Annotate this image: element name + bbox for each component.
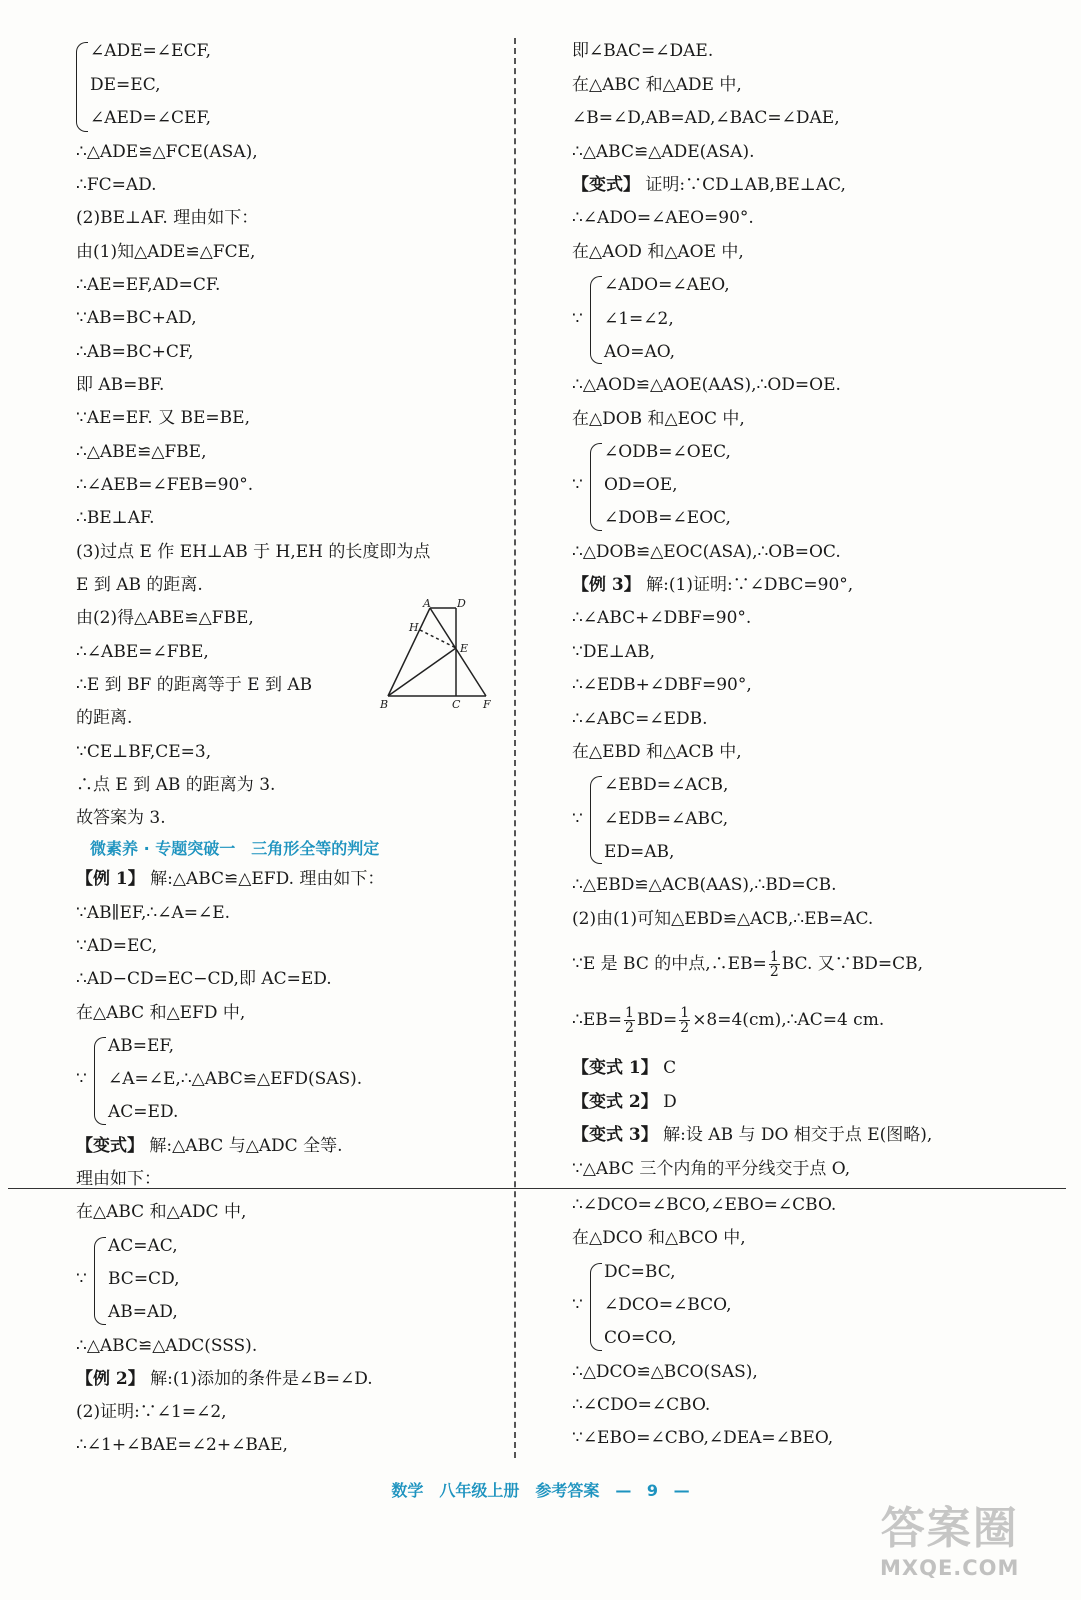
- watermark-logo: [880, 1492, 1019, 1580]
- variant-label: 【变式 2】: [572, 1092, 658, 1112]
- watermark-text: 答案圈: [880, 1503, 1019, 1554]
- text-line: ∠AED=∠CEF,: [90, 108, 212, 128]
- line-text: BD=: [636, 1010, 678, 1030]
- text-line: ∴FC=AD.: [76, 175, 157, 195]
- text-line: 由(2)得△ABE≌△FBE,: [76, 608, 254, 628]
- text-line: CO=CO,: [604, 1328, 677, 1348]
- fraction-denominator: 2: [624, 1020, 634, 1036]
- text-line: [572, 948, 923, 980]
- system-brace: [94, 1237, 106, 1325]
- text-line: ∴点 E 到 AB 的距离为 3.: [76, 775, 276, 795]
- text-line: 在△ABC 和△ADE 中,: [572, 75, 742, 95]
- system-brace: [94, 1037, 106, 1125]
- figure-label: E: [460, 642, 469, 655]
- fraction-one-half: [769, 950, 780, 979]
- text-line: [76, 1368, 373, 1390]
- text-line: ∵AD=EC,: [76, 936, 158, 956]
- example-label: 【例 2】: [76, 1369, 145, 1389]
- figure-label: D: [457, 598, 466, 610]
- text-line: ∠B=∠D,AB=AD,∠BAC=∠DAE,: [572, 108, 840, 128]
- variant-label: 【变式】: [76, 1136, 144, 1156]
- text-line: BC=CD,: [108, 1269, 180, 1289]
- text-line: ∴∠ABE=∠FBE,: [76, 642, 209, 662]
- system-brace: [590, 776, 602, 864]
- system-brace: [590, 1263, 602, 1351]
- text-line: ∴△EBD≌△ACB(AAS),∴BD=CB.: [572, 875, 837, 895]
- system-brace: [590, 443, 602, 531]
- variant-label: 【变式 1】: [572, 1058, 658, 1078]
- line-text: 解:设 AB 与 DO 相交于点 E(图略),: [663, 1125, 933, 1145]
- because-symbol: ∵: [572, 309, 583, 329]
- text-line: ∴△ABC≌△ADE(ASA).: [572, 142, 755, 162]
- text-line: ∠DCO=∠BCO,: [604, 1295, 732, 1315]
- variant-label: 【变式 3】: [572, 1125, 658, 1145]
- fraction-one-half: [679, 1006, 690, 1035]
- text-line: E 到 AB 的距离.: [76, 575, 203, 595]
- text-line: ∵AB∥EF,∴∠A=∠E.: [76, 903, 231, 923]
- text-line: 在△DOB 和△EOC 中,: [572, 409, 745, 429]
- figure-label: A: [423, 598, 431, 610]
- text-line: ∵CE⊥BF,CE=3,: [76, 742, 212, 762]
- line-text: ∴EB=: [572, 1010, 622, 1030]
- line-text: 解:(1)证明:∵∠DBC=90°,: [646, 575, 854, 595]
- because-symbol: ∵: [76, 1269, 87, 1289]
- text-line: ∴E 到 BF 的距离等于 E 到 AB: [76, 675, 313, 695]
- text-line: ∵AE=EF. 又 BE=BE,: [76, 408, 250, 428]
- text-line: ∠EBD=∠ACB,: [604, 775, 729, 795]
- line-text: ×8=4(cm),∴AC=4 cm.: [692, 1010, 885, 1030]
- page-fold-line: [8, 1188, 1066, 1189]
- text-line: ∵AB=BC+AD,: [76, 308, 197, 328]
- system-brace: [76, 42, 88, 132]
- text-line: ∴AD−CD=EC−CD,即 AC=ED.: [76, 969, 332, 989]
- text-line: DC=BC,: [604, 1262, 676, 1282]
- text-line: ∴∠EDB+∠DBF=90°,: [572, 675, 752, 695]
- fraction-numerator: 1: [769, 949, 779, 965]
- text-line: ∴∠ABC+∠DBF=90°.: [572, 608, 752, 628]
- line-text: 解:(1)添加的条件是∠B=∠D.: [150, 1369, 373, 1389]
- text-line: 在△ABC 和△EFD 中,: [76, 1003, 246, 1023]
- text-line: 理由如下：: [76, 1169, 161, 1189]
- text-line: (3)过点 E 作 EH⊥AB 于 H,EH 的长度即为点: [76, 542, 431, 562]
- text-line: ∴∠1+∠BAE=∠2+∠BAE,: [76, 1435, 288, 1455]
- text-line: AO=AO,: [604, 342, 676, 362]
- text-line: AB=EF,: [108, 1036, 174, 1056]
- triangle-figure: [376, 598, 496, 710]
- text-line: ∵△ABC 三个内角的平分线交于点 O,: [572, 1159, 851, 1179]
- answer-text: C: [663, 1058, 677, 1078]
- text-line: [572, 1057, 676, 1079]
- because-symbol: ∵: [572, 1295, 583, 1315]
- figure-edge-af: [430, 608, 486, 696]
- text-line: ∴△ABE≌△FBE,: [76, 442, 207, 462]
- text-line: ∠A=∠E,∴△ABC≌△EFD(SAS).: [108, 1069, 363, 1089]
- text-line: [572, 1124, 932, 1146]
- text-line: ∴△DOB≌△EOC(ASA),∴OB=OC.: [572, 542, 841, 562]
- figure-label: F: [483, 698, 491, 710]
- text-line: 在△ABC 和△ADC 中,: [76, 1202, 247, 1222]
- text-line: 在△EBD 和△ACB 中,: [572, 742, 742, 762]
- section-title: 微素养 · 专题突破一 三角形全等的判定: [90, 839, 380, 858]
- text-line: [572, 574, 853, 596]
- text-line: [572, 1004, 884, 1036]
- text-line: ∴∠AEB=∠FEB=90°.: [76, 475, 254, 495]
- text-line: ∵DE⊥AB,: [572, 642, 656, 662]
- example-label: 【例 3】: [572, 575, 641, 595]
- text-line: AB=AD,: [108, 1302, 178, 1322]
- text-line: ∴△AOD≌△AOE(AAS),∴OD=OE.: [572, 375, 841, 395]
- text-line: ∠1=∠2,: [604, 309, 674, 329]
- text-line: ∠ODB=∠OEC,: [604, 442, 731, 462]
- figure-edge-be: [388, 648, 456, 696]
- line-text: 证明:∵CD⊥AB,BE⊥AC,: [645, 175, 846, 195]
- text-line: (2)证明:∵∠1=∠2,: [76, 1402, 227, 1422]
- line-text: 解:△ABC≌△EFD. 理由如下：: [150, 869, 385, 889]
- text-line: ∠EDB=∠ABC,: [604, 809, 729, 829]
- text-line: ∴AE=EF,AD=CF.: [76, 275, 221, 295]
- fraction-numerator: 1: [624, 1005, 634, 1021]
- text-line: ∴∠DCO=∠BCO,∠EBO=∠CBO.: [572, 1195, 837, 1215]
- text-line: ∵∠EBO=∠CBO,∠DEA=∠BEO,: [572, 1428, 834, 1448]
- text-line: ∴BE⊥AF.: [76, 508, 155, 528]
- text-line: ∴∠CDO=∠CBO.: [572, 1395, 711, 1415]
- text-line: AC=ED.: [108, 1102, 179, 1122]
- line-text: 解:△ABC 与△ADC 全等.: [149, 1136, 343, 1156]
- fraction-one-half: [624, 1006, 635, 1035]
- text-line: [76, 868, 384, 890]
- text-line: [572, 174, 846, 196]
- text-line: ∴∠ABC=∠EDB.: [572, 709, 708, 729]
- text-line: 即 AB=BF.: [76, 375, 165, 395]
- text-line: ∠ADE=∠ECF,: [90, 41, 212, 61]
- text-line: AC=AC,: [108, 1236, 178, 1256]
- text-line: ∴△ABC≌△ADC(SSS).: [76, 1336, 258, 1356]
- line-text: BC. 又∵BD=CB,: [781, 954, 924, 974]
- fraction-denominator: 2: [769, 964, 779, 980]
- text-line: 在△DCO 和△BCO 中,: [572, 1228, 746, 1248]
- page-footer: 数学 八年级上册 参考答案 — 9 —: [391, 1481, 690, 1500]
- watermark-url: MXQE.COM: [880, 1556, 1020, 1580]
- because-symbol: ∵: [572, 809, 583, 829]
- text-line: (2)由(1)可知△EBD≌△ACB,∴EB=AC.: [572, 909, 874, 929]
- text-line: [572, 1091, 677, 1113]
- because-symbol: ∵: [76, 1069, 87, 1089]
- text-line: ∴△ADE≌△FCE(ASA),: [76, 142, 258, 162]
- text-line: OD=OE,: [604, 475, 678, 495]
- system-brace: [590, 276, 602, 364]
- text-line: 由(1)知△ADE≌△FCE,: [76, 242, 256, 262]
- text-line: ∠ADO=∠AEO,: [604, 275, 730, 295]
- text-line: ∴△DCO≌△BCO(SAS),: [572, 1362, 758, 1382]
- line-text: ∵E 是 BC 的中点,∴EB=: [572, 954, 767, 974]
- text-line: 故答案为 3.: [76, 808, 166, 828]
- text-line: 在△AOD 和△AOE 中,: [572, 242, 744, 262]
- text-line: [76, 1135, 343, 1157]
- text-line: 的距离.: [76, 708, 133, 728]
- figure-label: C: [452, 698, 461, 710]
- text-line: ∴AB=BC+CF,: [76, 342, 194, 362]
- variant-label: 【变式】: [572, 175, 640, 195]
- text-line: ∠DOB=∠EOC,: [604, 508, 731, 528]
- figure-label: B: [380, 698, 389, 710]
- text-line: 即∠BAC=∠DAE.: [572, 41, 714, 61]
- because-symbol: ∵: [572, 475, 583, 495]
- fraction-denominator: 2: [680, 1020, 690, 1036]
- text-line: DE=EC,: [90, 75, 161, 95]
- text-line: ED=AB,: [604, 842, 675, 862]
- figure-label: H: [409, 621, 419, 634]
- text-line: (2)BE⊥AF. 理由如下：: [76, 208, 259, 228]
- text-line: ∴∠ADO=∠AEO=90°.: [572, 208, 754, 228]
- example-label: 【例 1】: [76, 869, 145, 889]
- answer-text: D: [663, 1092, 677, 1112]
- fraction-numerator: 1: [680, 1005, 690, 1021]
- column-divider: [514, 38, 516, 1458]
